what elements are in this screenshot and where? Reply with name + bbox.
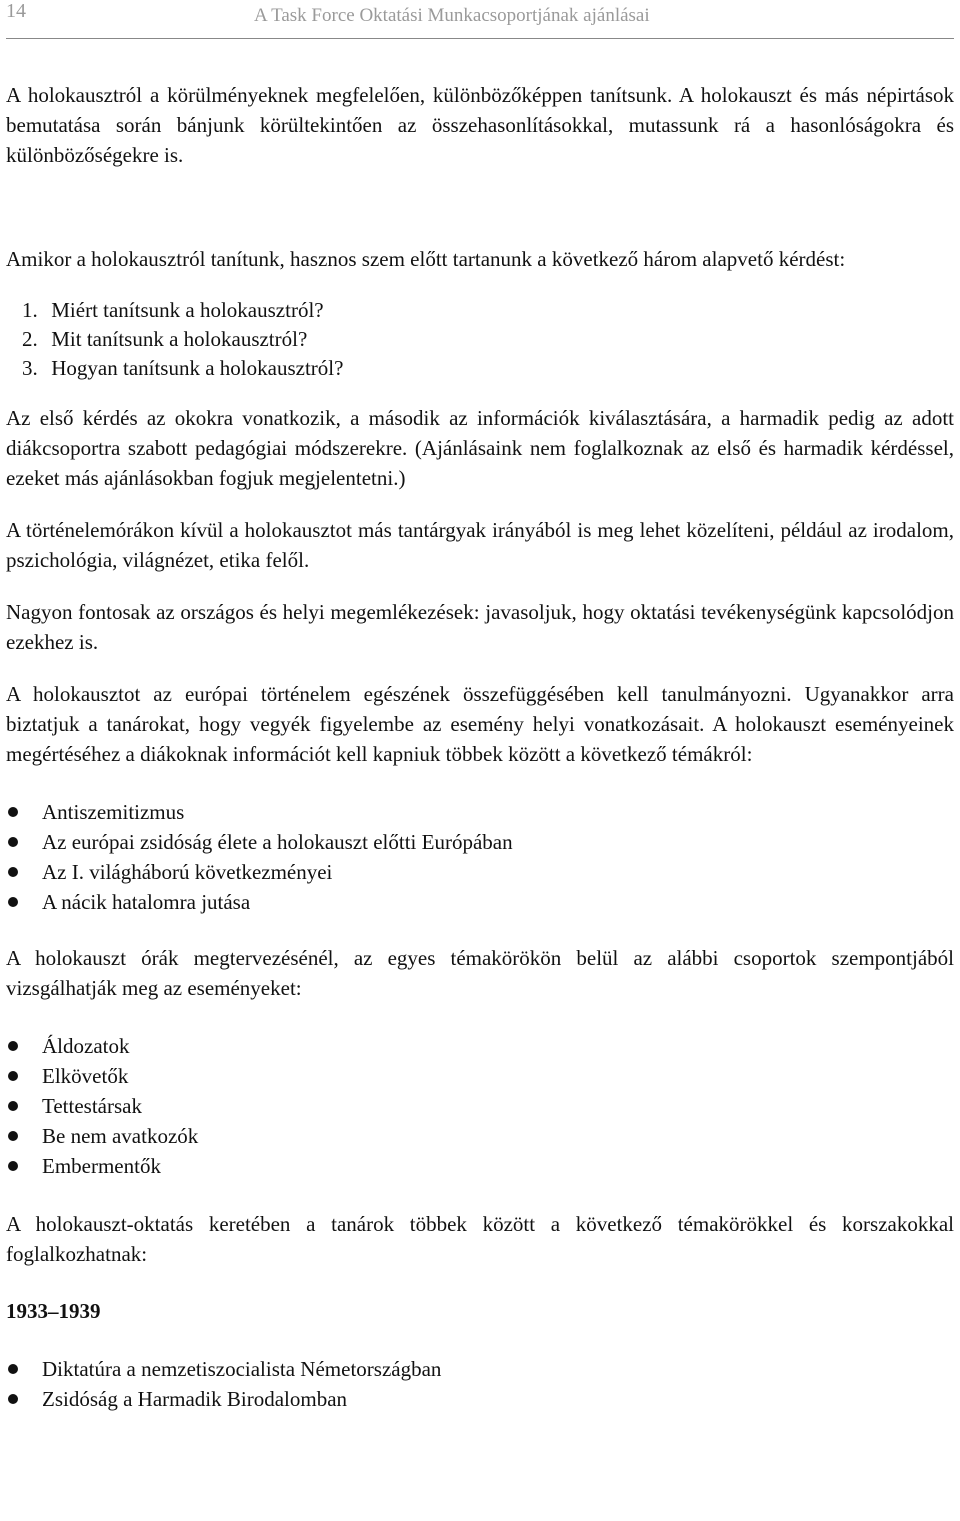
paragraph-8: A holokauszt-oktatás keretében a tanárok többek között a következő témakörökkel és korszakokkal foglalkozhatnak: (6, 1212, 954, 1266)
paragraph-7: A holokauszt órák megtervezésénél, az egyes témakörökön belül az alábbi csoportok szempontjából vizsgálhatják meg az eseményeket: (6, 946, 954, 1000)
paragraph-4: A történelemórákon kívül a holokausztot más tantárgyak irányából is meg lehet közelíteni, például az irodalom, pszichológia, világnézet, etika felől. (6, 518, 954, 572)
bullet-icon (8, 1071, 18, 1081)
paragraph-6: A holokausztot az európai történelem egészének összefüggésében kell tanulmányozni. Ugyanakkor arra biztatjuk a tanárokat, hogy vegyék figyelembe az esemény helyi vonatkozásait. A holokauszt eseményeinek megértéséhez a diákoknak információt kell kapniuk többek között a következő témákról: (6, 682, 954, 766)
document-page (6, 0, 954, 1414)
bullet-icon (8, 1101, 18, 1111)
list-item: 2. Mit tanítsunk a holokausztról? (22, 327, 308, 351)
paragraph-5: Nagyon fontosak az országos és helyi megemlékezések: javasoljuk, hogy oktatási tevékenységünk kapcsolódjon ezekhez is. (6, 600, 954, 654)
list-item: Tettestársak (6, 1091, 954, 1121)
bullet-icon (8, 867, 18, 877)
bullet-icon (8, 837, 18, 847)
list-item: A nácik hatalomra jutása (6, 887, 954, 917)
bullet-icon (8, 1041, 18, 1051)
bullet-icon (8, 1364, 18, 1374)
list-item: Az európai zsidóság élete a holokauszt előtti Európában (6, 827, 954, 857)
bullet-icon (8, 807, 18, 817)
paragraph-3: Az első kérdés az okokra vonatkozik, a második az információk kiválasztására, a harmadik pedig az adott diákcsoportra szabott pedagógiai módszerekre. (Ajánlásaink nem foglalkoznak az első és harmadik kérdéssel, ezeket más ajánlásokban fogjuk megjelentetni.) (6, 406, 954, 490)
bullet-icon (8, 897, 18, 907)
list-item: Diktatúra a nemzetiszocialista Németországban (6, 1354, 954, 1384)
list-item: Antiszemitizmus (6, 797, 954, 827)
list-item: Zsidóság a Harmadik Birodalomban (6, 1384, 954, 1414)
bullet-icon (8, 1394, 18, 1404)
list-item: Elkövetők (6, 1061, 954, 1091)
page-header (6, 0, 954, 39)
list-item: Áldozatok (6, 1031, 954, 1061)
list-item: Be nem avatkozók (6, 1121, 954, 1151)
list-item: 3. Hogyan tanítsunk a holokausztról? (22, 356, 344, 380)
section-heading: 1933–1939 (6, 1299, 101, 1323)
page-number: 14 (6, 0, 26, 22)
list-item: Embermentők (6, 1151, 954, 1181)
questions-list (6, 296, 954, 383)
paragraph-1: A holokausztról a körülményeknek megfelelően, különbözőképpen tanítsunk. A holokauszt és más népirtások bemutatása során bánjunk körültekintően az összehasonlításokkal, mutassunk rá a hasonlóságokra és különbözőségekre is. (6, 83, 954, 167)
topics-list (6, 797, 954, 917)
bullet-icon (8, 1131, 18, 1141)
list-item: 1. Miért tanítsunk a holokausztról? (22, 298, 324, 322)
list-item: Az I. világháború következményei (6, 857, 954, 887)
period-list (6, 1354, 954, 1414)
running-title: A Task Force Oktatási Munkacsoportjának ajánlásai (254, 5, 650, 26)
groups-list (6, 1031, 954, 1181)
bullet-icon (8, 1161, 18, 1171)
paragraph-2: Amikor a holokausztról tanítunk, hasznos szem előtt tartanunk a következő három alapvető kérdést: (6, 247, 846, 271)
